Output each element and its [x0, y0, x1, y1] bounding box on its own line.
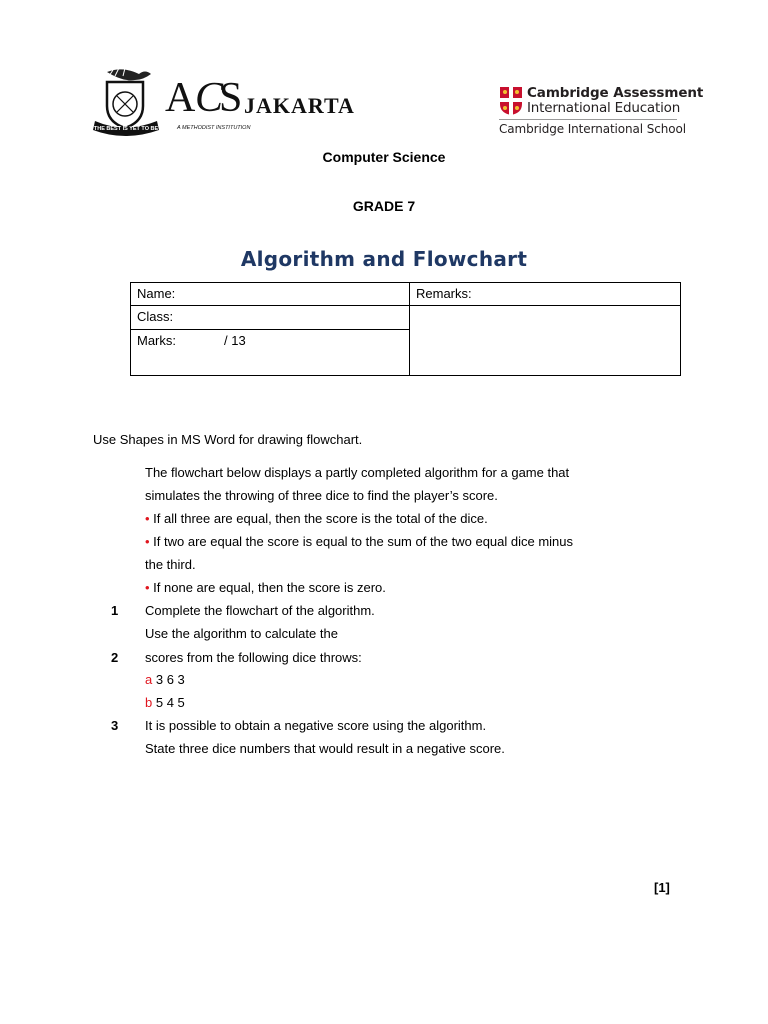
class-label: Class: — [137, 309, 174, 325]
marks-label: Marks: — [137, 332, 176, 348]
question-3-text-b: State three dice numbers that would result in a negative score. — [145, 741, 505, 756]
question-1-number: 1 — [111, 603, 119, 618]
intro-line1: The flowchart below displays a partly completed algorithm for a game that — [145, 465, 570, 480]
cambridge-shield-icon — [499, 86, 523, 116]
marks-note: [1] — [654, 880, 670, 895]
rule-2-cont: the third. — [145, 557, 196, 572]
rule-1 — [145, 507, 488, 530]
acs-tagline: A METHODIST INSTITUTION — [177, 125, 251, 131]
question-3-text-a: It is possible to obtain a negative score using the algorithm. — [145, 718, 487, 733]
svg-text:JAKARTA: JAKARTA — [244, 93, 355, 118]
class-cell[interactable] — [131, 306, 410, 329]
question-2-part-a — [145, 668, 185, 691]
remarks-label: Remarks: — [416, 286, 472, 301]
rule-1-text: If all three are equal, then the score is the total of the dice. — [149, 511, 488, 526]
question-2-part-b — [145, 691, 185, 714]
acs-jakarta-logo — [93, 66, 355, 136]
student-info-table — [130, 282, 681, 376]
name-cell[interactable] — [131, 283, 410, 306]
part-b-values: 5 4 5 — [152, 695, 185, 710]
page-title: Algorithm and Flowchart — [240, 247, 528, 271]
part-b-label: b — [145, 695, 153, 710]
cambridge-line1: Cambridge Assessment — [527, 85, 704, 101]
part-a-label: a — [145, 672, 153, 687]
instruction-text: Use Shapes in MS Word for drawing flowchart. — [93, 432, 363, 447]
rule-2 — [145, 530, 573, 553]
part-a-values: 3 6 3 — [152, 672, 185, 687]
name-label: Name: — [137, 286, 176, 301]
rule-2-text: If two are equal the score is equal to the sum of the two equal dice minus — [149, 534, 574, 549]
rule-3 — [145, 576, 386, 599]
rule-3-text: If none are equal, then the score is zero. — [149, 580, 386, 595]
svg-text:A: A — [165, 75, 194, 121]
svg-text:C: C — [195, 75, 222, 121]
bullet: • — [145, 580, 150, 595]
remarks-header-cell — [410, 283, 681, 306]
question-3-number: 3 — [111, 718, 119, 733]
marks-cell[interactable] — [131, 329, 410, 376]
grade-heading: GRADE 7 — [352, 198, 416, 214]
question-1-text: Complete the flowchart of the algorithm. — [145, 603, 375, 618]
question-2-number: 2 — [111, 650, 119, 665]
question-2-text-b: scores from the following dice throws: — [145, 650, 362, 665]
bullet: • — [145, 534, 150, 549]
question-2-text-a: Use the algorithm to calculate the — [145, 626, 338, 641]
cambridge-line3: Cambridge International School — [499, 122, 686, 136]
bullet: • — [145, 511, 150, 526]
intro-line2: simulates the throwing of three dice to find the player’s score. — [145, 488, 498, 503]
subject-heading: Computer Science — [322, 149, 446, 165]
remarks-cell[interactable] — [410, 306, 681, 376]
crest-motto: THE BEST IS YET TO BE — [93, 126, 159, 132]
cambridge-logo — [497, 85, 704, 137]
marks-total: / 13 — [224, 332, 246, 348]
acs-crest-icon — [93, 66, 355, 136]
cambridge-divider — [499, 119, 677, 120]
cambridge-line2: International Education — [527, 100, 681, 116]
svg-text:S: S — [219, 75, 241, 121]
